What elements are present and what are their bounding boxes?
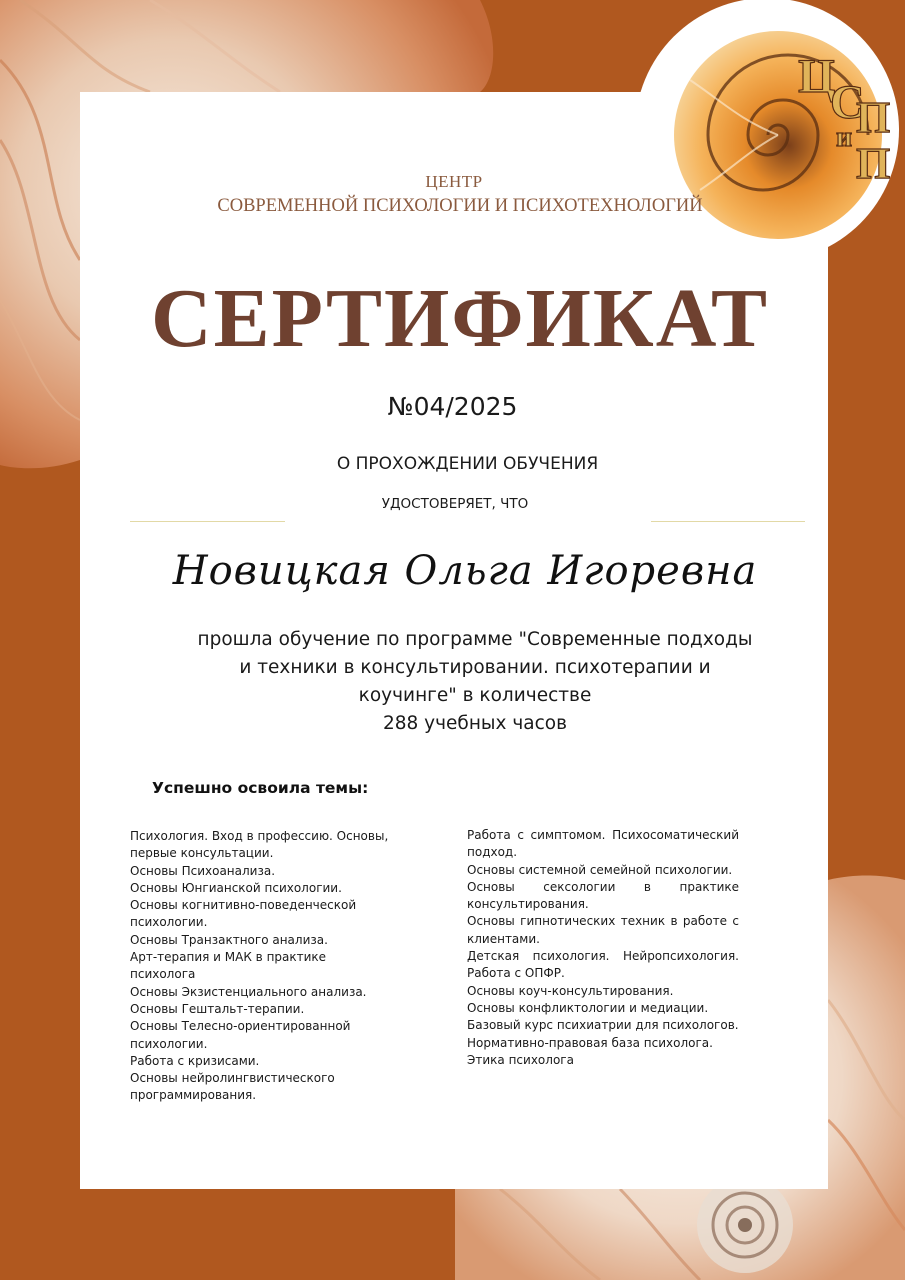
program-hours: 288 учебных часов <box>382 713 568 734</box>
logo-letter-4: и <box>836 122 853 153</box>
topic-item: Основы нейролингвистического программирования. <box>130 1071 335 1103</box>
program-line: коучинге" в количестве <box>358 685 592 706</box>
program-description <box>160 626 790 738</box>
certificate-attests: УДОСТОВЕРЯЕТ, ЧТО <box>381 496 529 512</box>
certificate-title: СЕРТИФИКАТ <box>150 272 770 365</box>
topic-item: Основы Телесно-ориентированной психологии. <box>130 1019 351 1051</box>
logo-letter-2: С <box>830 76 865 129</box>
topic-item: Основы Транзактного анализа. <box>130 932 328 947</box>
certificate-subtitle: О ПРОХОЖДЕНИИ ОБУЧЕНИЯ <box>336 454 599 474</box>
topic-item: Базовый курс психиатрии для психологов. <box>467 1018 739 1033</box>
right-divider <box>651 521 805 522</box>
logo-letter-3: П <box>856 93 891 142</box>
logo-letter-5: П <box>856 139 891 188</box>
logo-letter-1: Ц <box>798 50 836 103</box>
left-divider <box>130 521 285 522</box>
recipient-name: Новицкая Ольга Игоревна <box>172 548 758 594</box>
topics-heading: Успешно освоила темы: <box>152 779 369 797</box>
topic-item: Работа с симптомом. Психосоматический подход. <box>467 828 739 860</box>
topic-item: Основы Гештальт-терапии. <box>130 1001 305 1016</box>
topic-item: Основы Юнгианской психологии. <box>130 880 342 895</box>
organization-line-1: ЦЕНТР <box>425 172 483 191</box>
topics-left-column <box>130 828 392 1105</box>
topics-right-column <box>467 827 739 1069</box>
program-line: и техники в консультировании. психотерапии и <box>239 657 711 678</box>
organization-line-2: СОВРЕМЕННОЙ ПСИХОЛОГИИ И ПСИХОТЕХНОЛОГИЙ <box>217 196 703 216</box>
topic-item: Основы конфликтологии и медиации. <box>467 1000 709 1015</box>
topic-item: Арт-терапия и МАК в практике психолога <box>130 950 327 982</box>
topic-item: Основы сексологии в практике консультирования. <box>467 879 739 912</box>
topic-item: Основы коуч-консультирования. <box>467 983 674 998</box>
topic-item: Психология. Вход в профессию. Основы, первые консультации. <box>130 829 389 861</box>
topic-item: Основы Психоанализа. <box>130 863 276 878</box>
topic-item: Работа с кризисами. <box>130 1053 260 1068</box>
topic-item: Основы гипнотических техник в работе с клиентами. <box>467 914 739 946</box>
topic-item: Основы Экзистенциального анализа. <box>130 984 367 999</box>
topic-item: Детская психология. Нейропсихология. Работа с ОПФР. <box>467 949 739 981</box>
program-line: прошла обучение по программе "Современные подходы <box>197 629 753 650</box>
topic-item: Этика психолога <box>467 1052 574 1067</box>
topic-item: Нормативно-правовая база психолога. <box>467 1035 713 1050</box>
topic-item: Основы системной семейной психологии. <box>467 862 733 877</box>
logo <box>630 0 905 270</box>
topic-item: Основы когнитивно-поведенческой психологии. <box>130 898 357 930</box>
certificate-number: №04/2025 <box>387 392 518 421</box>
